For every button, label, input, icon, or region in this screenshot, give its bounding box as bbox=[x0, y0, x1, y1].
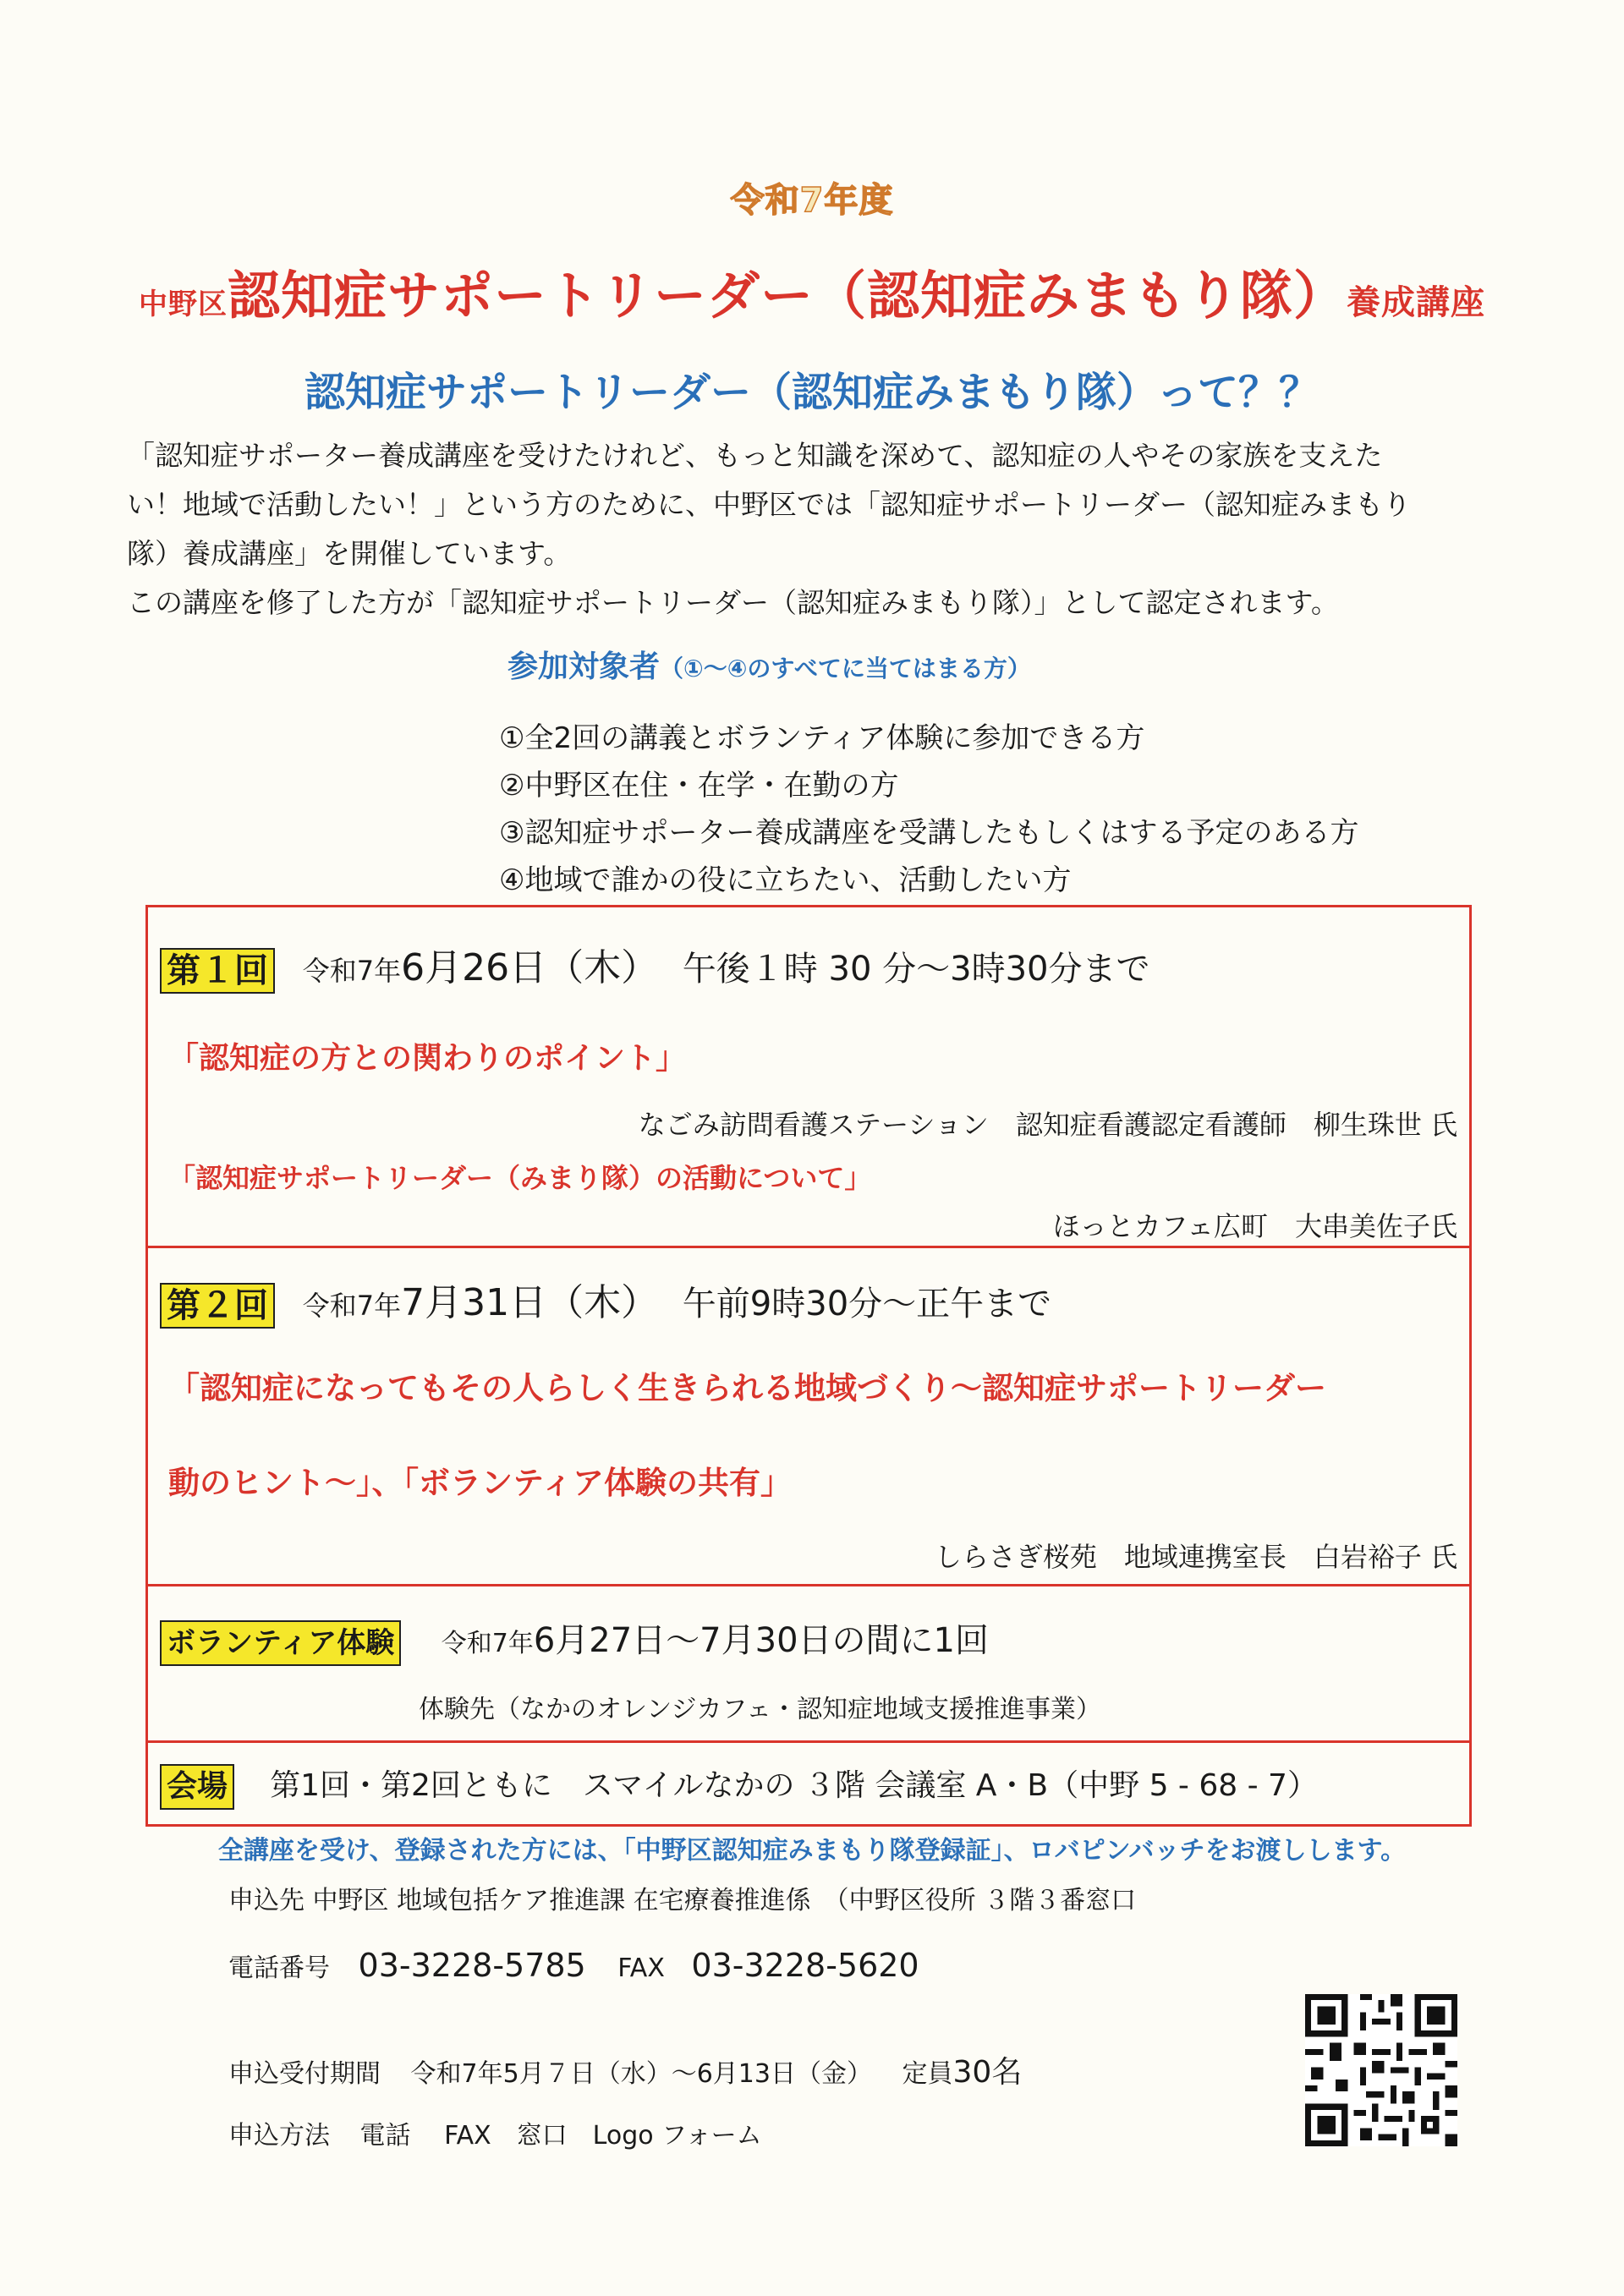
session-1-date-prefix: 令和7年 bbox=[302, 955, 402, 987]
title-main: 認知症サポートリーダー（認知症みまもり隊） bbox=[227, 265, 1347, 326]
volunteer-date-prefix: 令和7年 bbox=[441, 1629, 534, 1658]
volunteer-period: 6月27日～7月30日の間に1回 bbox=[533, 1621, 989, 1660]
fax-label: FAX bbox=[617, 1954, 665, 1983]
session-2-time: 午前9時30分～正午まで bbox=[682, 1285, 1052, 1323]
target-heading bbox=[508, 643, 1031, 686]
session-2-tag: 第２回 bbox=[160, 1283, 275, 1329]
session-2-topic-line-2: 動のヒント～」、「ボランティア体験の共有」 bbox=[168, 1465, 793, 1501]
method-label: 申込方法 bbox=[228, 2121, 330, 2151]
venue-line bbox=[160, 1762, 1318, 1810]
session-1-date: 6月26日（木） bbox=[401, 946, 659, 989]
contact-line bbox=[228, 1947, 919, 1984]
venue-tag: 会場 bbox=[160, 1764, 234, 1810]
title-suffix: 養成講座 bbox=[1347, 283, 1485, 322]
intro-line: い！地域で活動したい！」という方のために、中野区では「認知症サポートリーダー（認知症みまもり bbox=[127, 488, 1411, 521]
fax-number: 03-3228-5620 bbox=[691, 1947, 919, 1984]
method-value: 電話 FAX 窓口 Logo フォーム bbox=[359, 2121, 762, 2151]
venue-text: 第1回・第2回ともに スマイルなかの ３階 会議室 A・B（中野 5 - 68 - 7） bbox=[270, 1768, 1318, 1803]
year-label: 令和7年度 bbox=[730, 181, 894, 220]
method-line bbox=[228, 2114, 762, 2151]
volunteer-tag: ボランティア体験 bbox=[160, 1620, 401, 1666]
target-heading-note: （①～④のすべてに当てはまる方） bbox=[660, 655, 1031, 682]
period-label: 申込受付期間 bbox=[228, 2059, 381, 2089]
tel-label: 電話番号 bbox=[228, 1954, 330, 1983]
list-item: ①全2回の講義とボランティア体験に参加できる方 bbox=[499, 721, 1145, 755]
session-1-topic-2: 「認知症サポートリーダー（みまり隊）の活動について」 bbox=[168, 1162, 872, 1194]
session-1-header bbox=[160, 937, 1149, 994]
session-2-topic-line-1: 「認知症になってもその人らしく生きられる地域づくり～認知症サポートリーダー bbox=[168, 1370, 1326, 1406]
session-1-speaker-2: ほっとカフェ広町 大串美佐子氏 bbox=[1052, 1210, 1457, 1242]
capacity-label: 定員 bbox=[902, 2059, 953, 2089]
list-item: ③認知症サポーター養成講座を受講したもしくはする予定のある方 bbox=[499, 816, 1359, 850]
session-1-topic-1: 「認知症の方との関わりのポイント」 bbox=[168, 1041, 687, 1076]
list-item: ④地域で誰かの役に立ちたい、活動したい方 bbox=[499, 863, 1072, 897]
intro-line: 「認知症サポーター養成講座を受けたけれど、もっと知識を深めて、認知症の人やその家族を支えた bbox=[127, 439, 1383, 472]
intro-line: この講座を修了した方が「認知症サポートリーダー（認知症みまもり隊）」として認定されます。 bbox=[127, 586, 1339, 619]
target-heading-label: 参加対象者 bbox=[508, 649, 661, 684]
session-1-tag: 第１回 bbox=[160, 948, 275, 994]
session-2-header bbox=[160, 1272, 1051, 1329]
volunteer-section bbox=[148, 1584, 1469, 1740]
capacity-value: 30名 bbox=[952, 2055, 1023, 2090]
schedule-box bbox=[145, 905, 1472, 1827]
session-2 bbox=[148, 1246, 1469, 1584]
title-prefix: 中野区 bbox=[138, 288, 228, 321]
session-1-time: 午後１時 30 分～3時30分まで bbox=[682, 950, 1150, 989]
session-1 bbox=[148, 907, 1469, 1246]
period-value: 令和7年5月７日（水）～6月13日（金） bbox=[410, 2059, 872, 2089]
period-line bbox=[228, 2048, 1022, 2091]
apply-to: 申込先 中野区 地域包括ケア推進課 在宅療養推進係 （中野区役所 ３階３番窓口 bbox=[228, 1886, 1137, 1915]
target-list bbox=[499, 715, 1358, 904]
page-title bbox=[0, 254, 1624, 329]
session-2-date: 7月31日（木） bbox=[401, 1281, 659, 1324]
tel-number: 03-3228-5785 bbox=[358, 1947, 586, 1984]
list-item: ②中野区在住・在学・在勤の方 bbox=[499, 769, 899, 803]
venue-section bbox=[148, 1740, 1469, 1827]
volunteer-header bbox=[160, 1614, 989, 1666]
session-1-speaker-1: なごみ訪問看護ステーション 認知症看護認定看護師 柳生珠世 氏 bbox=[638, 1109, 1457, 1141]
session-2-date-prefix: 令和7年 bbox=[302, 1290, 402, 1322]
intro-line: 隊）養成講座」を開催しています。 bbox=[127, 537, 572, 570]
intro-text bbox=[127, 431, 1480, 627]
registration-notice: 全講座を受け、登録された方には、「中野区認知症みまもり隊登録証」、ロバピンバッチをお渡しします。 bbox=[217, 1836, 1407, 1866]
subtitle: 認知症サポートリーダー（認知症みまもり隊）って？？ bbox=[304, 369, 1320, 416]
qr-code-icon[interactable] bbox=[1305, 1994, 1457, 2146]
session-2-speaker: しらさぎ桜苑 地域連携室長 白岩裕子 氏 bbox=[934, 1541, 1457, 1573]
volunteer-place: 体験先（なかのオレンジカフェ・認知症地域支援推進事業） bbox=[419, 1695, 1101, 1724]
